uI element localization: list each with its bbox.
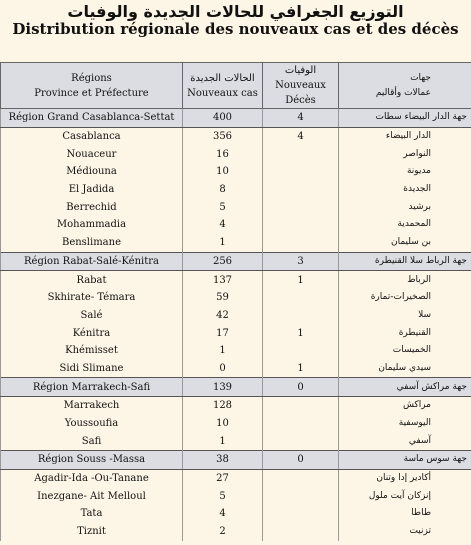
region-row <box>1 451 471 470</box>
place-name-arabic-cell: الصخيرات-تمارة <box>339 289 471 307</box>
table-row <box>1 307 471 325</box>
place-name-arabic-cell: إنزكان آيت ملول <box>339 487 471 505</box>
new-deaths-cell <box>263 307 339 325</box>
new-deaths-cell <box>263 289 339 307</box>
new-cases-cell: 400 <box>183 109 263 128</box>
new-cases-cell: 1 <box>183 342 263 360</box>
new-cases-cell: 0 <box>183 360 263 378</box>
header-regions-arabic <box>339 63 471 109</box>
header-new-cases <box>183 63 263 109</box>
place-name-arabic-cell: مراكش <box>339 397 471 415</box>
header-new-cases-line1: الحالات الجديدة <box>190 72 255 84</box>
header-regions-arabic-line2: عمالات وأقاليم <box>375 87 431 98</box>
new-cases-cell: 137 <box>183 271 263 289</box>
table-row <box>1 360 471 378</box>
place-name-cell: Région Grand Casablanca-Settat <box>1 109 183 128</box>
place-name-arabic-cell: الدار البيضاء <box>339 127 471 145</box>
new-deaths-cell: 3 <box>263 252 339 271</box>
table-row <box>1 487 471 505</box>
new-deaths-cell <box>263 487 339 505</box>
table-row <box>1 163 471 181</box>
place-name-arabic-cell: اليوسفية <box>339 415 471 433</box>
new-deaths-cell <box>263 163 339 181</box>
region-row <box>1 252 471 271</box>
place-name-arabic-cell: الخميسات <box>339 342 471 360</box>
new-cases-cell: 8 <box>183 181 263 199</box>
region-row <box>1 378 471 397</box>
region-row <box>1 109 471 128</box>
new-deaths-cell <box>263 523 339 541</box>
title-arabic: التوزيع الجغرافي للحالات الجديدة والوفيات <box>67 2 404 21</box>
table-row <box>1 271 471 289</box>
place-name-cell: Tata <box>1 505 183 523</box>
table-row <box>1 415 471 433</box>
place-name-arabic-cell: طاطا <box>339 505 471 523</box>
place-name-cell: Région Marrakech-Safi <box>1 378 183 397</box>
place-name-arabic-cell: المحمدية <box>339 216 471 234</box>
new-cases-cell: 38 <box>183 451 263 470</box>
new-deaths-cell: 1 <box>263 271 339 289</box>
new-cases-cell: 42 <box>183 307 263 325</box>
place-name-cell: Casablanca <box>1 127 183 145</box>
header-new-deaths <box>263 63 339 109</box>
new-deaths-cell <box>263 234 339 252</box>
header-regions-line2: Province et Préfecture <box>34 87 149 99</box>
place-name-arabic-cell: برشيد <box>339 198 471 216</box>
new-cases-cell: 256 <box>183 252 263 271</box>
place-name-arabic-cell: النواصر <box>339 145 471 163</box>
table-row <box>1 432 471 450</box>
new-cases-cell: 139 <box>183 378 263 397</box>
new-deaths-cell <box>263 342 339 360</box>
table-row <box>1 342 471 360</box>
place-name-arabic-cell: أكادير إدا وتنان <box>339 469 471 487</box>
place-name-arabic-cell: آسفي <box>339 432 471 450</box>
place-name-arabic-cell: تزنيت <box>339 523 471 541</box>
place-name-arabic-cell: القنيطرة <box>339 324 471 342</box>
header-regions <box>1 63 183 109</box>
place-name-cell: Skhirate- Témara <box>1 289 183 307</box>
place-name-arabic-cell: جهة الرباط سلا القنيطرة <box>339 252 471 271</box>
table-row <box>1 234 471 252</box>
new-cases-cell: 1 <box>183 432 263 450</box>
new-deaths-cell <box>263 145 339 163</box>
place-name-arabic-cell: بن سليمان <box>339 234 471 252</box>
table-row <box>1 523 471 541</box>
new-cases-cell: 4 <box>183 505 263 523</box>
place-name-cell: Safi <box>1 432 183 450</box>
place-name-cell: Inezgane- Ait Melloul <box>1 487 183 505</box>
place-name-arabic-cell: سلا <box>339 307 471 325</box>
new-deaths-cell: 4 <box>263 109 339 128</box>
table-row <box>1 216 471 234</box>
table-row <box>1 127 471 145</box>
new-deaths-cell <box>263 505 339 523</box>
new-deaths-cell <box>263 469 339 487</box>
place-name-cell: Berrechid <box>1 198 183 216</box>
new-cases-cell: 1 <box>183 234 263 252</box>
place-name-cell: Benslimane <box>1 234 183 252</box>
place-name-cell: Médiouna <box>1 163 183 181</box>
new-cases-cell: 5 <box>183 198 263 216</box>
place-name-cell: Région Souss -Massa <box>1 451 183 470</box>
header-new-cases-line2: Nouveaux cas <box>187 87 258 99</box>
table-body <box>1 109 471 541</box>
place-name-arabic-cell: مديونة <box>339 163 471 181</box>
header-regions-line1: Régions <box>71 72 112 84</box>
new-deaths-cell: 0 <box>263 451 339 470</box>
new-deaths-cell <box>263 198 339 216</box>
place-name-arabic-cell: الرباط <box>339 271 471 289</box>
new-cases-cell: 59 <box>183 289 263 307</box>
table-row <box>1 198 471 216</box>
place-name-cell: Kénitra <box>1 324 183 342</box>
distribution-table <box>0 62 471 541</box>
new-deaths-cell: 0 <box>263 378 339 397</box>
new-cases-cell: 10 <box>183 163 263 181</box>
place-name-cell: El Jadida <box>1 181 183 199</box>
new-deaths-cell <box>263 432 339 450</box>
place-name-cell: Salé <box>1 307 183 325</box>
new-deaths-cell: 1 <box>263 360 339 378</box>
place-name-cell: Mohammadia <box>1 216 183 234</box>
header-regions-arabic-line1: جهات <box>410 72 431 83</box>
place-name-cell: Sidi Slimane <box>1 360 183 378</box>
new-cases-cell: 5 <box>183 487 263 505</box>
new-cases-cell: 10 <box>183 415 263 433</box>
new-deaths-cell: 4 <box>263 127 339 145</box>
place-name-cell: Youssoufia <box>1 415 183 433</box>
place-name-cell: Nouaceur <box>1 145 183 163</box>
new-deaths-cell <box>263 415 339 433</box>
table-row <box>1 181 471 199</box>
new-deaths-cell: 1 <box>263 324 339 342</box>
place-name-cell: Khémisset <box>1 342 183 360</box>
table-row <box>1 145 471 163</box>
place-name-cell: Tiznit <box>1 523 183 541</box>
new-cases-cell: 2 <box>183 523 263 541</box>
table-row <box>1 397 471 415</box>
new-cases-cell: 128 <box>183 397 263 415</box>
header-new-deaths-line2: Nouveaux Décès <box>275 80 326 106</box>
new-deaths-cell <box>263 216 339 234</box>
table-row <box>1 324 471 342</box>
new-cases-cell: 356 <box>183 127 263 145</box>
place-name-cell: Rabat <box>1 271 183 289</box>
table-row <box>1 505 471 523</box>
table-header <box>1 63 471 109</box>
place-name-arabic-cell: الجديدة <box>339 181 471 199</box>
new-deaths-cell <box>263 397 339 415</box>
table-row <box>1 469 471 487</box>
place-name-cell: Agadir-Ida -Ou-Tanane <box>1 469 183 487</box>
new-cases-cell: 17 <box>183 324 263 342</box>
place-name-arabic-cell: سيدي سليمان <box>339 360 471 378</box>
new-cases-cell: 27 <box>183 469 263 487</box>
new-deaths-cell <box>263 181 339 199</box>
place-name-arabic-cell: جهة الدار البيضاء سطات <box>339 109 471 128</box>
place-name-cell: Région Rabat-Salé-Kénitra <box>1 252 183 271</box>
title-french: Distribution régionale des nouveaux cas et des décès <box>12 20 459 38</box>
table-row <box>1 289 471 307</box>
place-name-arabic-cell: جهة سوس ماسة <box>339 451 471 470</box>
place-name-cell: Marrakech <box>1 397 183 415</box>
new-cases-cell: 16 <box>183 145 263 163</box>
new-cases-cell: 4 <box>183 216 263 234</box>
place-name-arabic-cell: جهة مراكش آسفي <box>339 378 471 397</box>
header-new-deaths-line1: الوفيات <box>284 65 317 76</box>
